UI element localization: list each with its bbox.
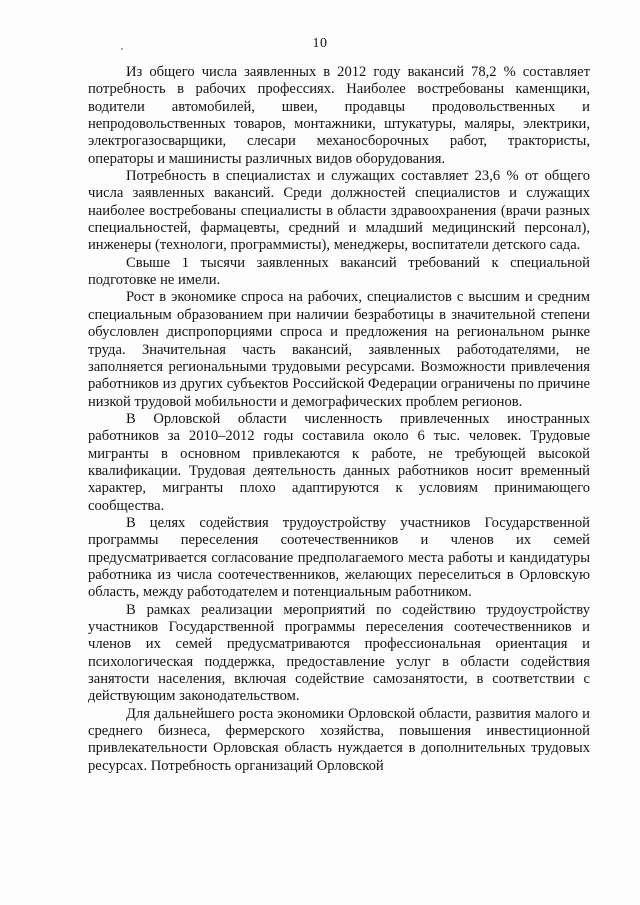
paragraph-worker-vacancies: Из общего числа заявленных в 2012 году вакансий 78,2 % составляет потребность в рабочих профессиях. Наиболее востребованы каменщики, водители автомобилей, швеи, продавцы продовольственных и непродовольственных товаров, монтажники, штукатуры, маляры, электрики, электрогазосварщики, слесари механосборочных работ, трактористы, операторы и машинисты различных видов оборудования. — [88, 64, 590, 167]
paragraph-labor-imbalance: Рост в экономике спроса на рабочих, специалистов с высшим и средним специальным образованием при наличии безработицы в значительной степени обусловлен диспропорциями спроса и предложения на региональном рынке труда. Значительная часть вакансий, заявленных работодателями, не заполняется региональными трудовыми ресурсами. Возможности привлечения работников из других субъектов Российской Федерации ограничены по причине низкой трудовой мобильности и демографических проблем регионов. — [88, 289, 590, 410]
paragraph-economic-growth: Для дальнейшего роста экономики Орловской области, развития малого и среднего бизнеса, фермерского хозяйства, повышения инвестиционной привлекательности Орловская область нуждается в дополнительных трудовых ресурсах. Потребность организаций Орловской — [88, 705, 590, 774]
paragraph-foreign-workers: В Орловской области численность привлеченных иностранных работников за 2010–2012 годы составила около 6 тыс. человек. Трудовые мигранты в основном привлекаются к работе, не требующей высокой квалификации. Трудовая деятельность данных работников носит временный характер, мигранты плохо адаптируются к условиям принимающего сообщества. — [88, 410, 590, 514]
paragraph-support-measures: В рамках реализации мероприятий по содействию трудоустройству участников Государственной программы переселения соотечественников и членов их семей предусматриваются профессиональная ориентация и психологическая поддержка, предоставление услуг в области содействия занятости населения, включая содействие самозанятости, в соответствии с действующим законодательством. — [88, 601, 590, 705]
page-number: 10 — [312, 36, 328, 51]
paragraph-specialist-demand: Потребность в специалистах и служащих составляет 23,6 % от общего числа заявленных вакансий. Среди должностей специалистов и служащих наиболее востребованы специалисты в области здравоохранения (врачи разных специальностей, фармацевты, средний и младший медицинский персонал), инженеры (технологи, программисты), менеджеры, воспитатели детского сада. — [88, 168, 590, 254]
paragraph-employment-assistance: В целях содействия трудоустройству участников Государственной программы переселения соотечественников и членов их семей предусматривается согласование предполагаемого места работы и кандидатуры работника из числа соотечественников, желающих переселиться в Орловскую область, между работодателем и потенциальным работником. — [88, 514, 590, 601]
document-body — [88, 64, 590, 775]
paragraph-no-qualification: Свыше 1 тысячи заявленных вакансий требований к специальной подготовке не имели. — [88, 254, 590, 289]
